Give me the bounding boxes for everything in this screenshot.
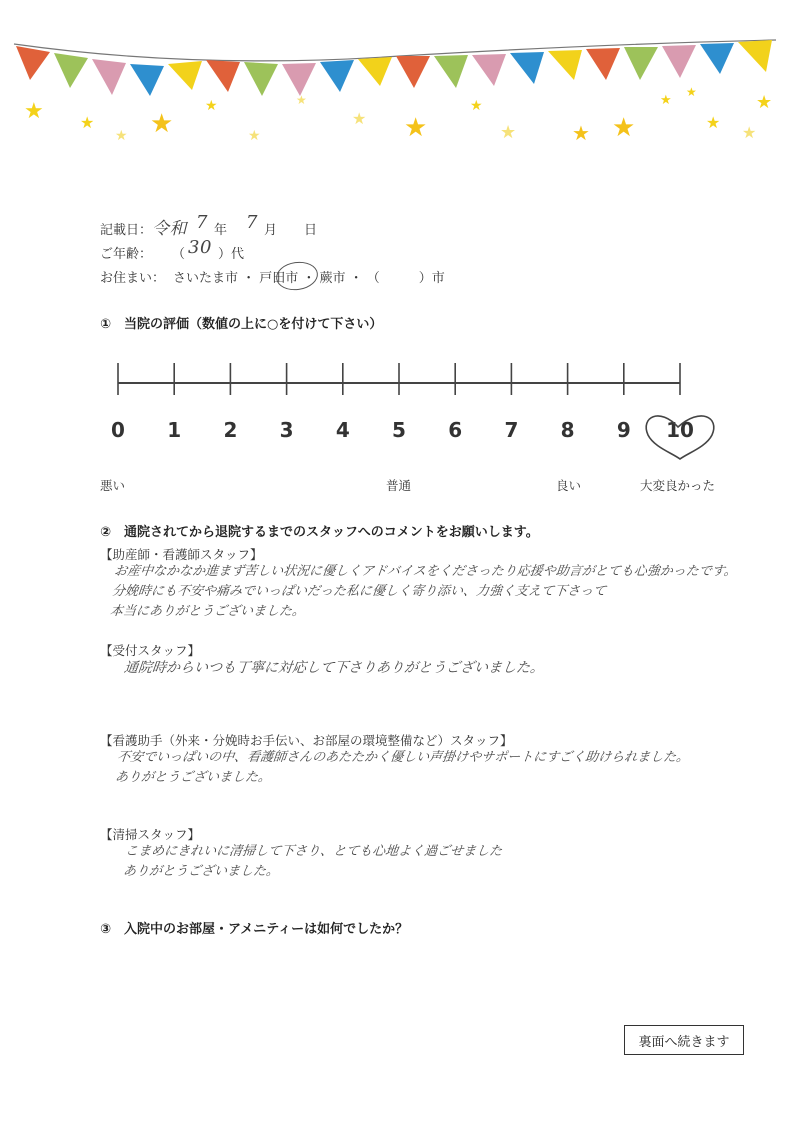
svg-text:★: ★ <box>150 109 174 139</box>
svg-text:★: ★ <box>205 98 218 114</box>
svg-text:★: ★ <box>404 113 428 143</box>
age-handwritten: 30 <box>188 237 212 258</box>
staff-heading-nursing-assistant: 【看護助手（外来・分娩時お手伝い、お部屋の環境整備など）スタッフ】 <box>100 733 513 748</box>
scale-number-9: 9 <box>616 418 631 442</box>
residence-selected-circle <box>274 259 319 293</box>
date-label: 記載日： <box>100 223 153 238</box>
staff-heading-midwife-nurse: 【助産師・看護師スタッフ】 <box>100 547 263 562</box>
scale-number-2: 2 <box>223 418 238 442</box>
svg-text:★: ★ <box>572 121 590 145</box>
scale-number-1: 1 <box>167 418 182 442</box>
scale-number-3: 3 <box>279 418 294 442</box>
pennant-flags <box>16 40 772 96</box>
scale-label-great: 大変良かった <box>640 478 716 493</box>
svg-text:★: ★ <box>742 123 757 142</box>
scale-number-6: 6 <box>448 418 463 442</box>
section1-title: ① 当院の評価（数値の上に○を付けて下さい） <box>100 317 383 332</box>
svg-text:★: ★ <box>756 92 773 113</box>
svg-text:★: ★ <box>660 93 672 108</box>
age-open-paren: （ <box>172 247 186 262</box>
section2-title: ② 通院されてから退院するまでのスタッフへのコメントをお願いします。 <box>100 525 539 540</box>
month-handwritten: 7 <box>246 212 258 233</box>
month-unit: 月 <box>264 223 278 238</box>
scale-number-7: 7 <box>504 418 519 442</box>
era-handwritten: 令和 <box>152 219 187 239</box>
comment-cleaning: こまめにきれいに清掃して下さり、とても心地よく過ごせました ありがとうございました。 <box>122 844 503 879</box>
scale-label-good: 良い <box>556 478 582 493</box>
scale-number-10: 10 <box>666 418 694 442</box>
residence-label: お住まい： <box>100 271 166 286</box>
svg-text:★: ★ <box>296 93 307 107</box>
scale-number-0: 0 <box>111 418 125 442</box>
svg-text:★: ★ <box>470 98 483 114</box>
scale-number-5: 5 <box>392 418 406 442</box>
comment-reception: 通院時からいつも丁寧に対応して下さりありがとうございました。 <box>123 660 545 676</box>
comment-midwife-nurse: お産中なかなか進まず苦しい状況に優しくアドバイスをくださったり応援や助言がとても心強かったです。 分娩時にも不安や痛みでいっぱいだった私に優しく寄り添い、力強く支えて下さって 本当にありがとうございました。 <box>109 564 738 619</box>
decorative-banner <box>0 0 800 170</box>
comment-nursing-assistant: 不安でいっぱいの中、看護師さんのあたたかく優しい声掛けやサポートにすごく助けられました。 ありがとうございました。 <box>114 750 690 785</box>
svg-text:★: ★ <box>248 128 261 144</box>
star-decorations <box>24 85 772 145</box>
section3-title: ③ 入院中のお部屋・アメニティーは如何でしたか？ <box>100 922 409 937</box>
staff-heading-cleaning: 【清掃スタッフ】 <box>100 827 201 842</box>
year-handwritten: 7 <box>196 212 208 233</box>
residence-options: さいたま市 ・ 戸田市 ・ 蕨市 ・ （ ）市 <box>173 271 445 286</box>
svg-text:★: ★ <box>686 85 697 99</box>
svg-text:★: ★ <box>500 122 517 143</box>
svg-text:★: ★ <box>115 128 128 144</box>
scale-label-normal: 普通 <box>386 478 412 493</box>
svg-text:★: ★ <box>352 109 367 128</box>
age-close-paren: ）代 <box>218 247 245 262</box>
age-label: ご年齢： <box>100 247 153 262</box>
continue-on-back-box <box>624 1025 744 1055</box>
scale-number-8: 8 <box>560 418 575 442</box>
scale-number-4: 4 <box>335 418 350 442</box>
year-unit: 年 <box>214 223 228 238</box>
day-unit: 日 <box>304 223 318 238</box>
continue-on-back-label: 裏面へ続きます <box>638 1034 730 1050</box>
staff-heading-reception: 【受付スタッフ】 <box>100 643 201 658</box>
scale-label-bad: 悪い <box>100 478 126 493</box>
svg-text:★: ★ <box>24 99 44 124</box>
svg-text:★: ★ <box>612 113 636 143</box>
svg-text:★: ★ <box>80 113 95 132</box>
rating-scale <box>100 355 730 465</box>
svg-text:★: ★ <box>706 113 721 132</box>
